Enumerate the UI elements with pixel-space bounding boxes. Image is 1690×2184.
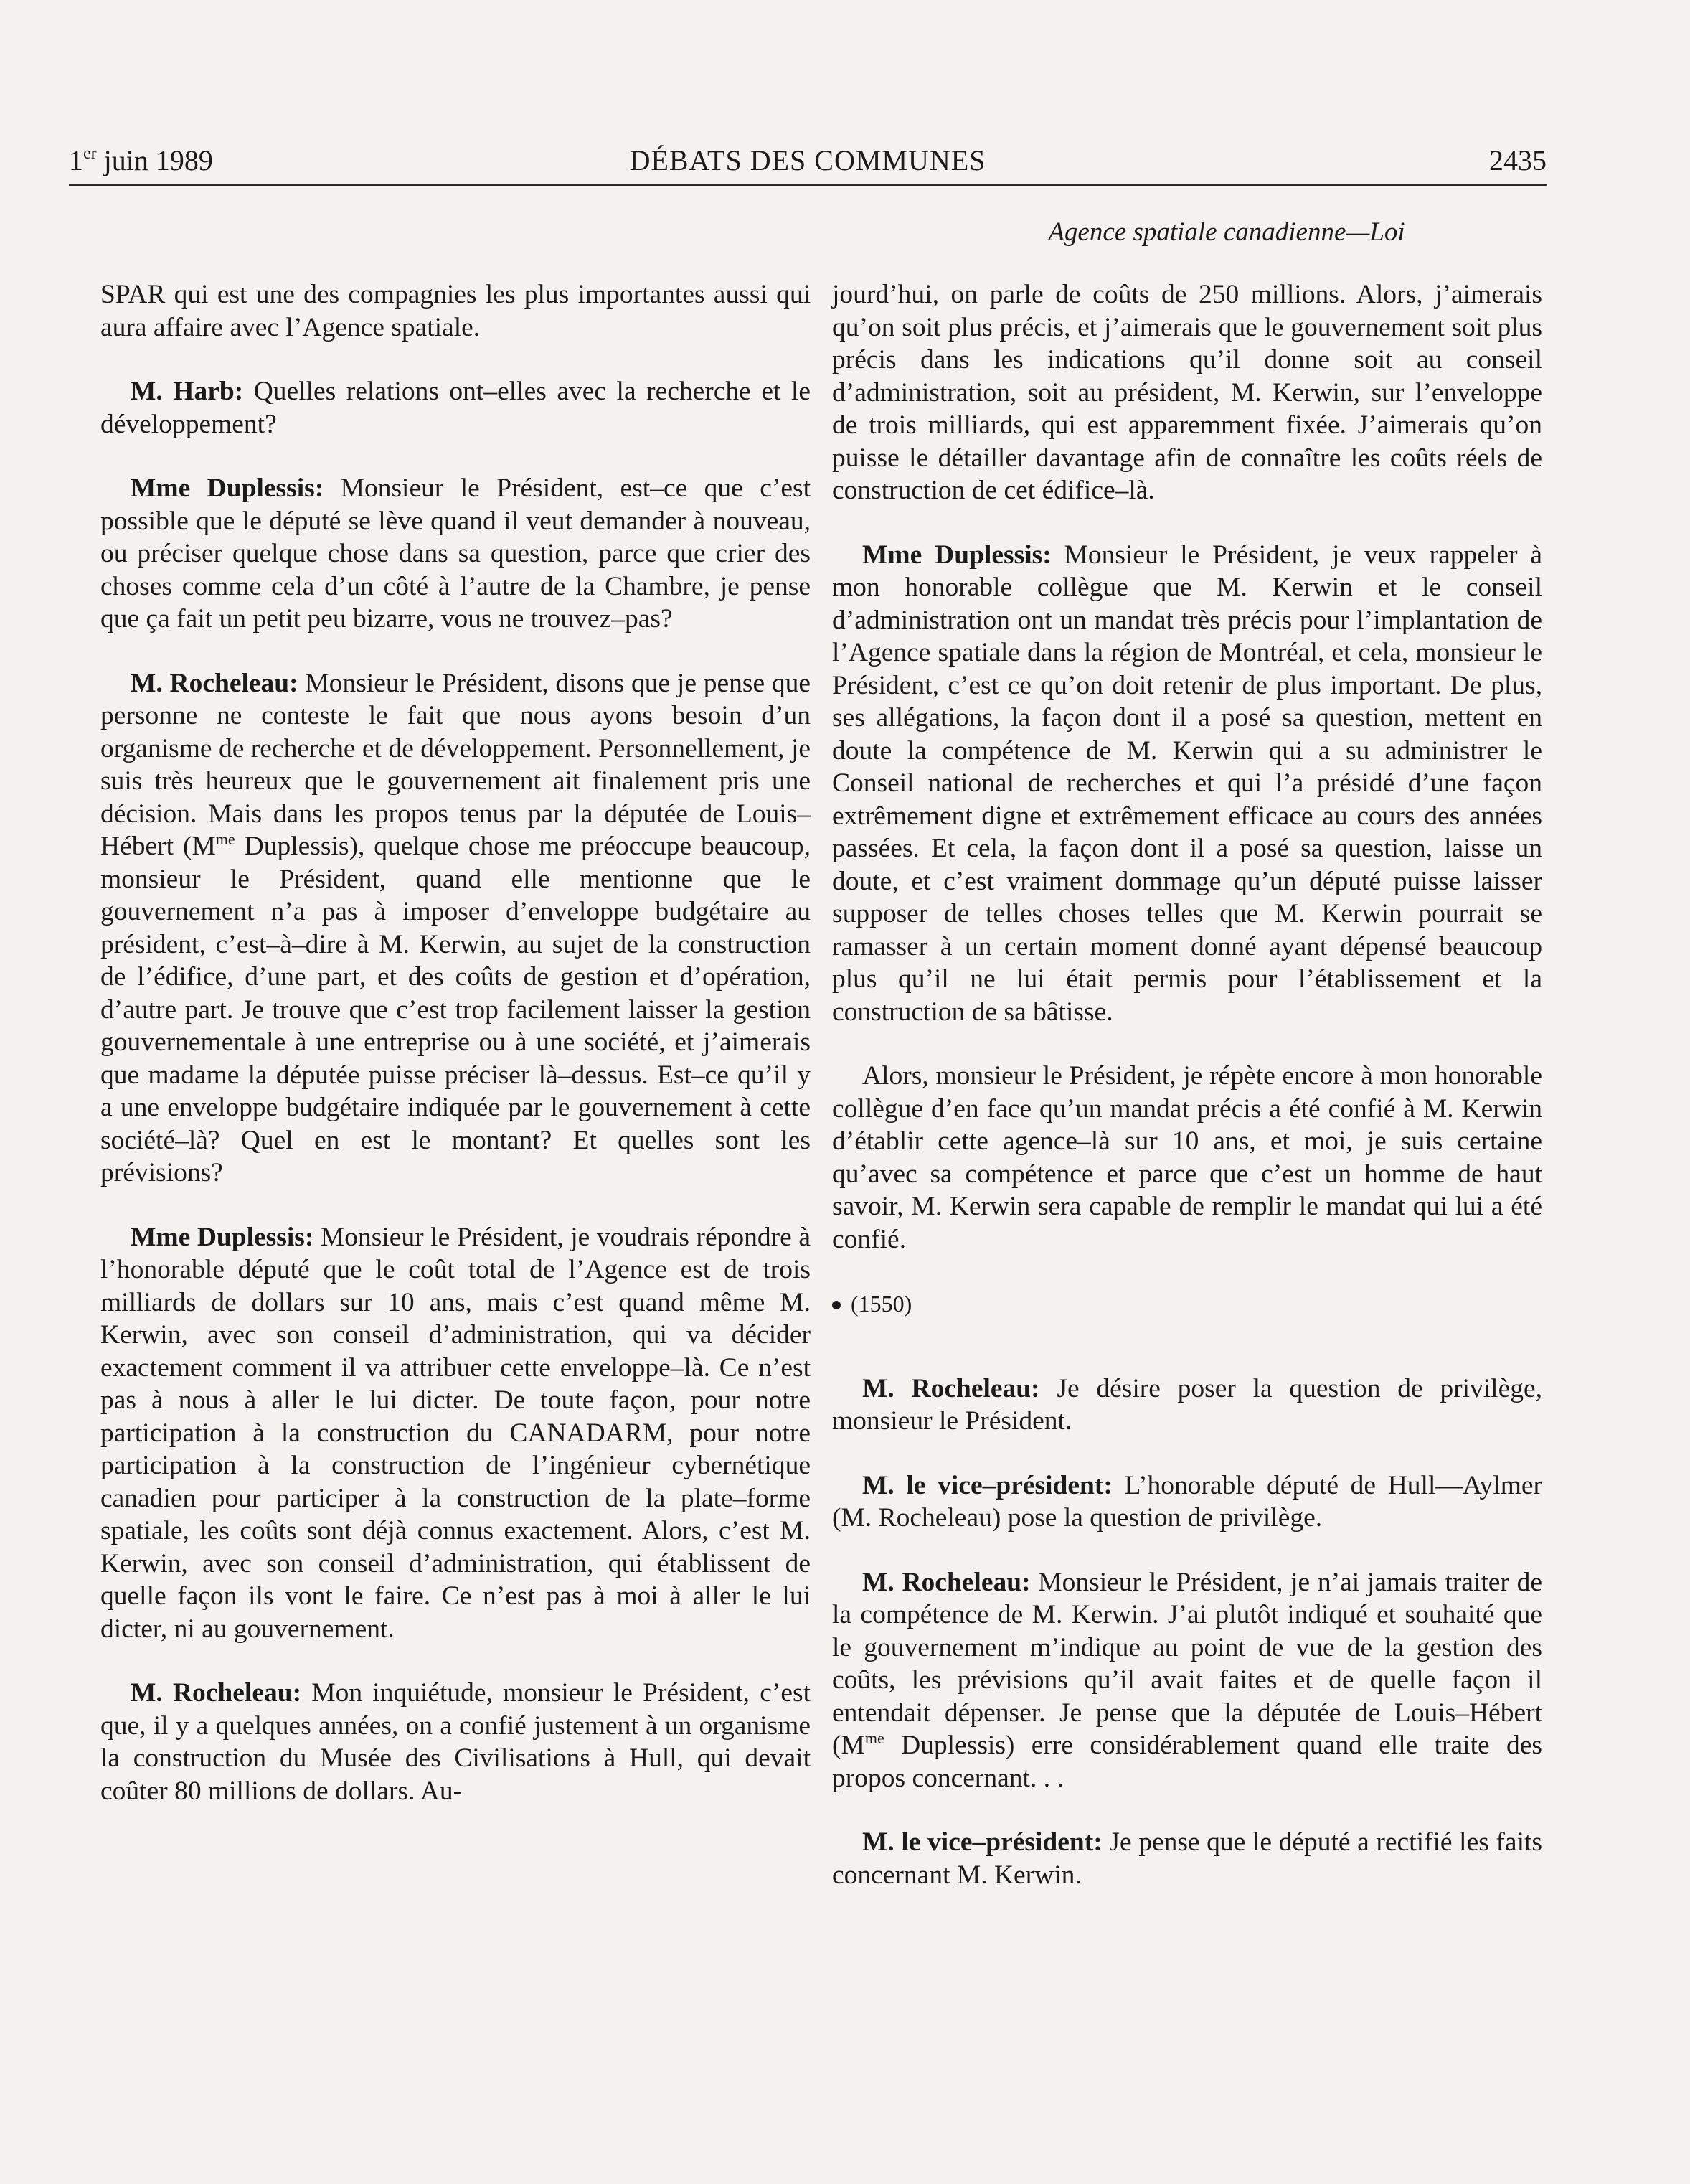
page-header <box>69 143 1547 186</box>
paragraph <box>832 1373 1542 1438</box>
paragraph-text: Mon inquiétude, monsieur le Président, c’est que, il y a quelques années, on a confié justement à un organisme la construction du Musée des Civilisations à Hull, qui devait coûter 80 millions de dollars. Au- <box>100 1678 811 1806</box>
running-title: Agence spatiale canadienne—Loi <box>1048 217 1405 247</box>
time-marker <box>832 1287 1542 1321</box>
left-column <box>100 278 811 1807</box>
paragraph <box>832 1566 1542 1795</box>
paragraph-text: Monsieur le Président, je voudrais répondre à l’honorable député que le coût total de l’Agence est de trois milliards de dollars sur 10 ans, mais c’est quand même M. Kerwin, avec son conseil d’administration, qui va décider exactement comment il va attribuer cette enveloppe–là. Ce n’est pas à nous à aller le lui dicter. De toute façon, pour notre participation à la construction du CANADARM, pour notre participation à la construction de l’ingénieur cybernétique canadien pour participer à la construction de la plate–forme spatiale, les coûts sont déjà connus exactement. Alors, c’est M. Kerwin, avec son conseil d’administration, qui établissent de quelle façon ils vont le faire. Ce n’est pas à moi à aller le lui dicter, ni au gouvernement. <box>100 1222 811 1644</box>
paragraph-text: Monsieur le Président, je veux rappeler à mon honorable collègue que M. Kerwin et le conseil d’administration ont un mandat très précis pour l’implantation de l’Agence spatiale dans la région de Montréal, et cela, monsieur le Président, c’est ce qu’on doit retenir de plus important. De plus, ses allégations, la façon dont il a posé sa question, mettent en doute la compétence de M. Kerwin qui a su administrer le Conseil national de recherches et qui l’a présidé d’une façon extrêmement digne et extrêmement efficace au cours des années passées. Et cela, la façon dont il a posé sa question, laisse un doute, et c’est vraiment dommage qu’un député puisse laisser supposer de telles choses telles que M. Kerwin pourrait se ramasser à un certain moment donné ayant dépensé beaucoup plus qu’il ne lui était permis pour l’établissement et la construction de sa bâtisse. <box>832 540 1542 1027</box>
paragraph-text: Je désire poser la question de privilège, monsieur le Président. <box>832 1373 1542 1436</box>
paragraph-text: jourd’hui, on parle de coûts de 250 millions. Alors, j’aimerais qu’on soit plus précis, et j’aimerais que le gouvernement soit plus précis dans les indications qu’il donne soit au conseil d’administration, soit au président, M. Kerwin, sur l’enveloppe de trois milliards, qui est apparemment fixée. J’aimerais qu’on puisse le détailler davantage afin de connaître les coûts réels de construction de cet édifice–là. <box>832 280 1542 505</box>
speaker-name: M. Rocheleau: <box>131 668 298 698</box>
speaker-name: M. Harb: <box>131 377 244 406</box>
paragraph <box>100 278 811 344</box>
speaker-name: M. le vice–président: <box>862 1470 1113 1500</box>
bullet-icon <box>832 1301 841 1309</box>
paragraph-text: Duplessis) erre considérablement quand elle traite des propos concernant. . . <box>832 1731 1542 1793</box>
paragraph-text: Quelles relations ont–elles avec la recherche et le développement? <box>100 377 811 439</box>
speaker-name: M. Rocheleau: <box>862 1373 1040 1403</box>
speaker-name: M. Rocheleau: <box>131 1678 302 1708</box>
speaker-name: Mme Duplessis: <box>862 540 1052 570</box>
speaker-name: M. le vice–président: <box>862 1827 1103 1857</box>
paragraph <box>832 1060 1542 1256</box>
paragraph-text: L’honorable député de Hull—Aylmer (M. Rocheleau) pose la question de privilège. <box>832 1470 1542 1533</box>
paragraph <box>832 1826 1542 1891</box>
date-day: 1 <box>69 144 83 176</box>
speaker-name: M. Rocheleau: <box>862 1567 1031 1597</box>
paragraph-text: Monsieur le Président, est–ce que c’est possible que le député se lève quand il veut demander à nouveau, ou préciser quelque chose dans sa question, parce que crier des choses comme cela d’un côté à l’autre de la Chambre, je pense que ça fait un petit peu bizarre, vous ne trouvez–pas? <box>100 474 811 634</box>
paragraph <box>832 1469 1542 1535</box>
speaker-name: Mme Duplessis: <box>131 474 324 503</box>
header-page-number: 2435 <box>1489 144 1547 176</box>
paragraph-text: Monsieur le Président, je n’ai jamais traiter de la compétence de M. Kerwin. J’ai plutôt indiqué et souhaité que le gouvernement m’indique au point de vue de la gestion des coûts, les prévisions qu’il avait faites et de quelle façon il entendait dépenser. Je pense que la députée de Louis–Hébert (M <box>832 1567 1542 1760</box>
paragraph <box>832 539 1542 1029</box>
date-month-year: juin 1989 <box>96 144 213 176</box>
paragraph-text: SPAR qui est une des compagnies les plus importantes aussi qui aura affaire avec l’Agence spatiale. <box>100 280 811 342</box>
time-marker-text: (1550) <box>851 1291 912 1317</box>
paragraph-text: Je pense que le député a rectifié les faits concernant M. Kerwin. <box>832 1827 1542 1890</box>
speaker-name: Mme Duplessis: <box>131 1222 314 1252</box>
superscript: me <box>864 1729 884 1747</box>
paragraph <box>100 472 811 636</box>
paragraph <box>100 1221 811 1646</box>
paragraph <box>100 1677 811 1807</box>
paragraph <box>100 375 811 441</box>
paragraph-text: Monsieur le Président, disons que je pense que personne ne conteste le fait que nous ayons besoin d’un organisme de recherche et de développement. Personnellement, je suis très heureux que le gouvernement ait finalement pris une décision. Mais dans les propos tenus par la députée de Louis–Hébert (M <box>100 668 811 861</box>
header-title: DÉBATS DES COMMUNES <box>629 144 986 176</box>
date-ordinal: er <box>83 144 97 163</box>
right-column <box>832 278 1542 1891</box>
superscript: me <box>215 830 235 848</box>
paragraph-text: Duplessis), quelque chose me préoccupe beaucoup, monsieur le Président, quand elle mentionne que le gouvernement n’a pas à imposer d’enveloppe budgétaire au président, c’est–à–dire à M. Kerwin, au sujet de la construction de l’édifice, d’une part, et des coûts de gestion et d’opération, d’autre part. Je trouve que c’est trop facilement laisser la gestion gouvernementale à une entreprise ou à une société, et j’aimerais que madame la députée puisse préciser là–dessus. Est–ce qu’il y a une enveloppe budgétaire indiquée par le gouvernement à cette société–là? Quel en est le montant? Et quelles sont les prévisions? <box>100 832 811 1187</box>
paragraph-text: Alors, monsieur le Président, je répète encore à mon honorable collègue d’en face qu’un mandat précis a été confié à M. Kerwin d’établir cette agence–là sur 10 ans, et moi, je suis certaine qu’avec sa compétence et parce que c’est un homme de haut savoir, M. Kerwin sera capable de remplir le mandat qui lui a été confié. <box>832 1061 1542 1254</box>
paragraph <box>832 278 1542 507</box>
paragraph <box>100 667 811 1190</box>
